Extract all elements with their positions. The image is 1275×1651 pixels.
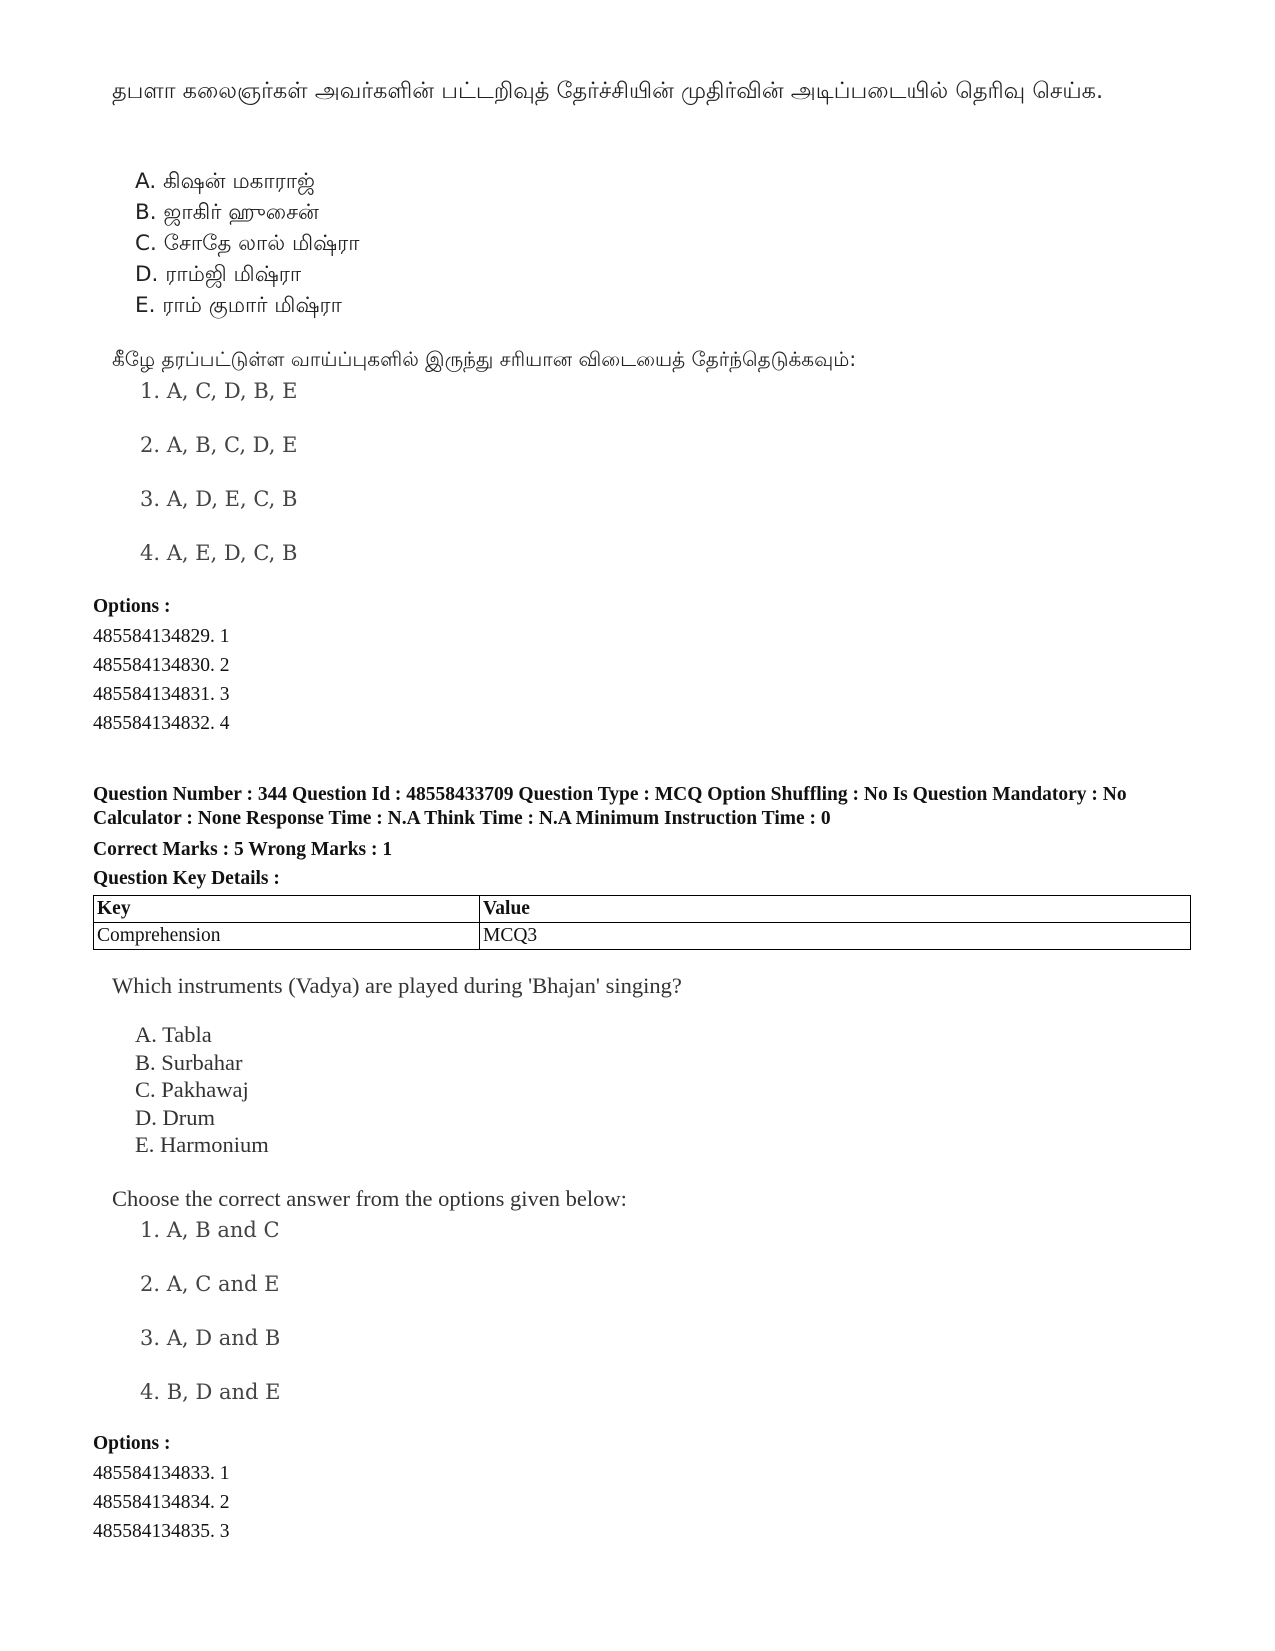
question-instruction: Choose the correct answer from the options given below: <box>112 1186 627 1211</box>
table-cell-value: MCQ3 <box>480 923 1191 950</box>
options-list <box>93 1459 230 1546</box>
option-item: 485584134834. 2 <box>93 1492 230 1513</box>
table-header-row <box>94 896 1191 923</box>
list-item: A. கிஷன் மகாராஜ் <box>135 169 315 194</box>
tamil-question-text: தபளா கலைஞர்கள் அவர்களின் பட்டறிவுத் தேர்ச்சியின் முதிர்வின் அடிப்படையில் தெரிவு செய்க. <box>112 78 1104 104</box>
question-text: Which instruments (Vadya) are played during 'Bhajan' singing? <box>112 973 682 998</box>
list-item: E. Harmonium <box>135 1132 269 1157</box>
tamil-item-list <box>135 166 360 321</box>
choice-item: 3. A, D and B <box>140 1326 281 1350</box>
question-item-list <box>135 1021 269 1159</box>
choice-item: 1. A, B and C <box>140 1218 280 1242</box>
list-item: B. Surbahar <box>135 1049 243 1075</box>
question-marks: Correct Marks : 5 Wrong Marks : 1 <box>93 839 393 860</box>
table-cell-key: Comprehension <box>94 923 480 950</box>
list-item: A. Tabla <box>135 1022 212 1047</box>
options-label: Options : <box>93 1433 171 1454</box>
tamil-instruction: கீழே தரப்பட்டுள்ள வாய்ப்புகளில் இருந்து சரியான விடையைத் தேர்ந்தெடுக்கவும்: <box>112 347 857 371</box>
table-header-value: Value <box>480 896 1191 923</box>
options-label: Options : <box>93 596 171 617</box>
list-item: C. Pakhawaj <box>135 1077 249 1102</box>
option-item: 485584134833. 1 <box>93 1463 230 1484</box>
choice-item: 2. A, B, C, D, E <box>140 433 298 457</box>
list-item: B. ஜாகிர் ஹுசைன் <box>135 200 319 225</box>
list-item: E. ராம் குமார் மிஷ்ரா <box>135 293 342 318</box>
list-item: D. ராம்ஜி மிஷ்ரா <box>135 262 302 287</box>
key-details-table <box>93 895 1191 950</box>
choice-item: 1. A, C, D, B, E <box>140 379 298 403</box>
table-row <box>94 923 1191 950</box>
question-meta: Question Number : 344 Question Id : 48558433709 Question Type : MCQ Option Shuffling : No Is Question Mandatory : No Calculator : None Response Time : N.A Think Time : N.A Minimum Instruction Time : 0 <box>93 784 1127 829</box>
list-item: C. சோதே லால் மிஷ்ரா <box>135 231 360 256</box>
list-item: D. Drum <box>135 1104 215 1130</box>
question-choice-list <box>140 1218 281 1434</box>
table-header-key: Key <box>94 896 480 923</box>
option-item: 485584134835. 3 <box>93 1521 230 1542</box>
option-item: 485584134830. 2 <box>93 655 230 676</box>
choice-item: 3. A, D, E, C, B <box>140 487 298 511</box>
key-details-label: Question Key Details : <box>93 868 280 889</box>
choice-item: 4. A, E, D, C, B <box>140 541 298 565</box>
options-list <box>93 622 230 738</box>
choice-item: 4. B, D and E <box>140 1380 281 1404</box>
choice-item: 2. A, C and E <box>140 1272 280 1296</box>
tamil-choice-list <box>140 379 297 595</box>
option-item: 485584134832. 4 <box>93 713 230 734</box>
option-item: 485584134831. 3 <box>93 684 230 705</box>
option-item: 485584134829. 1 <box>93 626 230 647</box>
